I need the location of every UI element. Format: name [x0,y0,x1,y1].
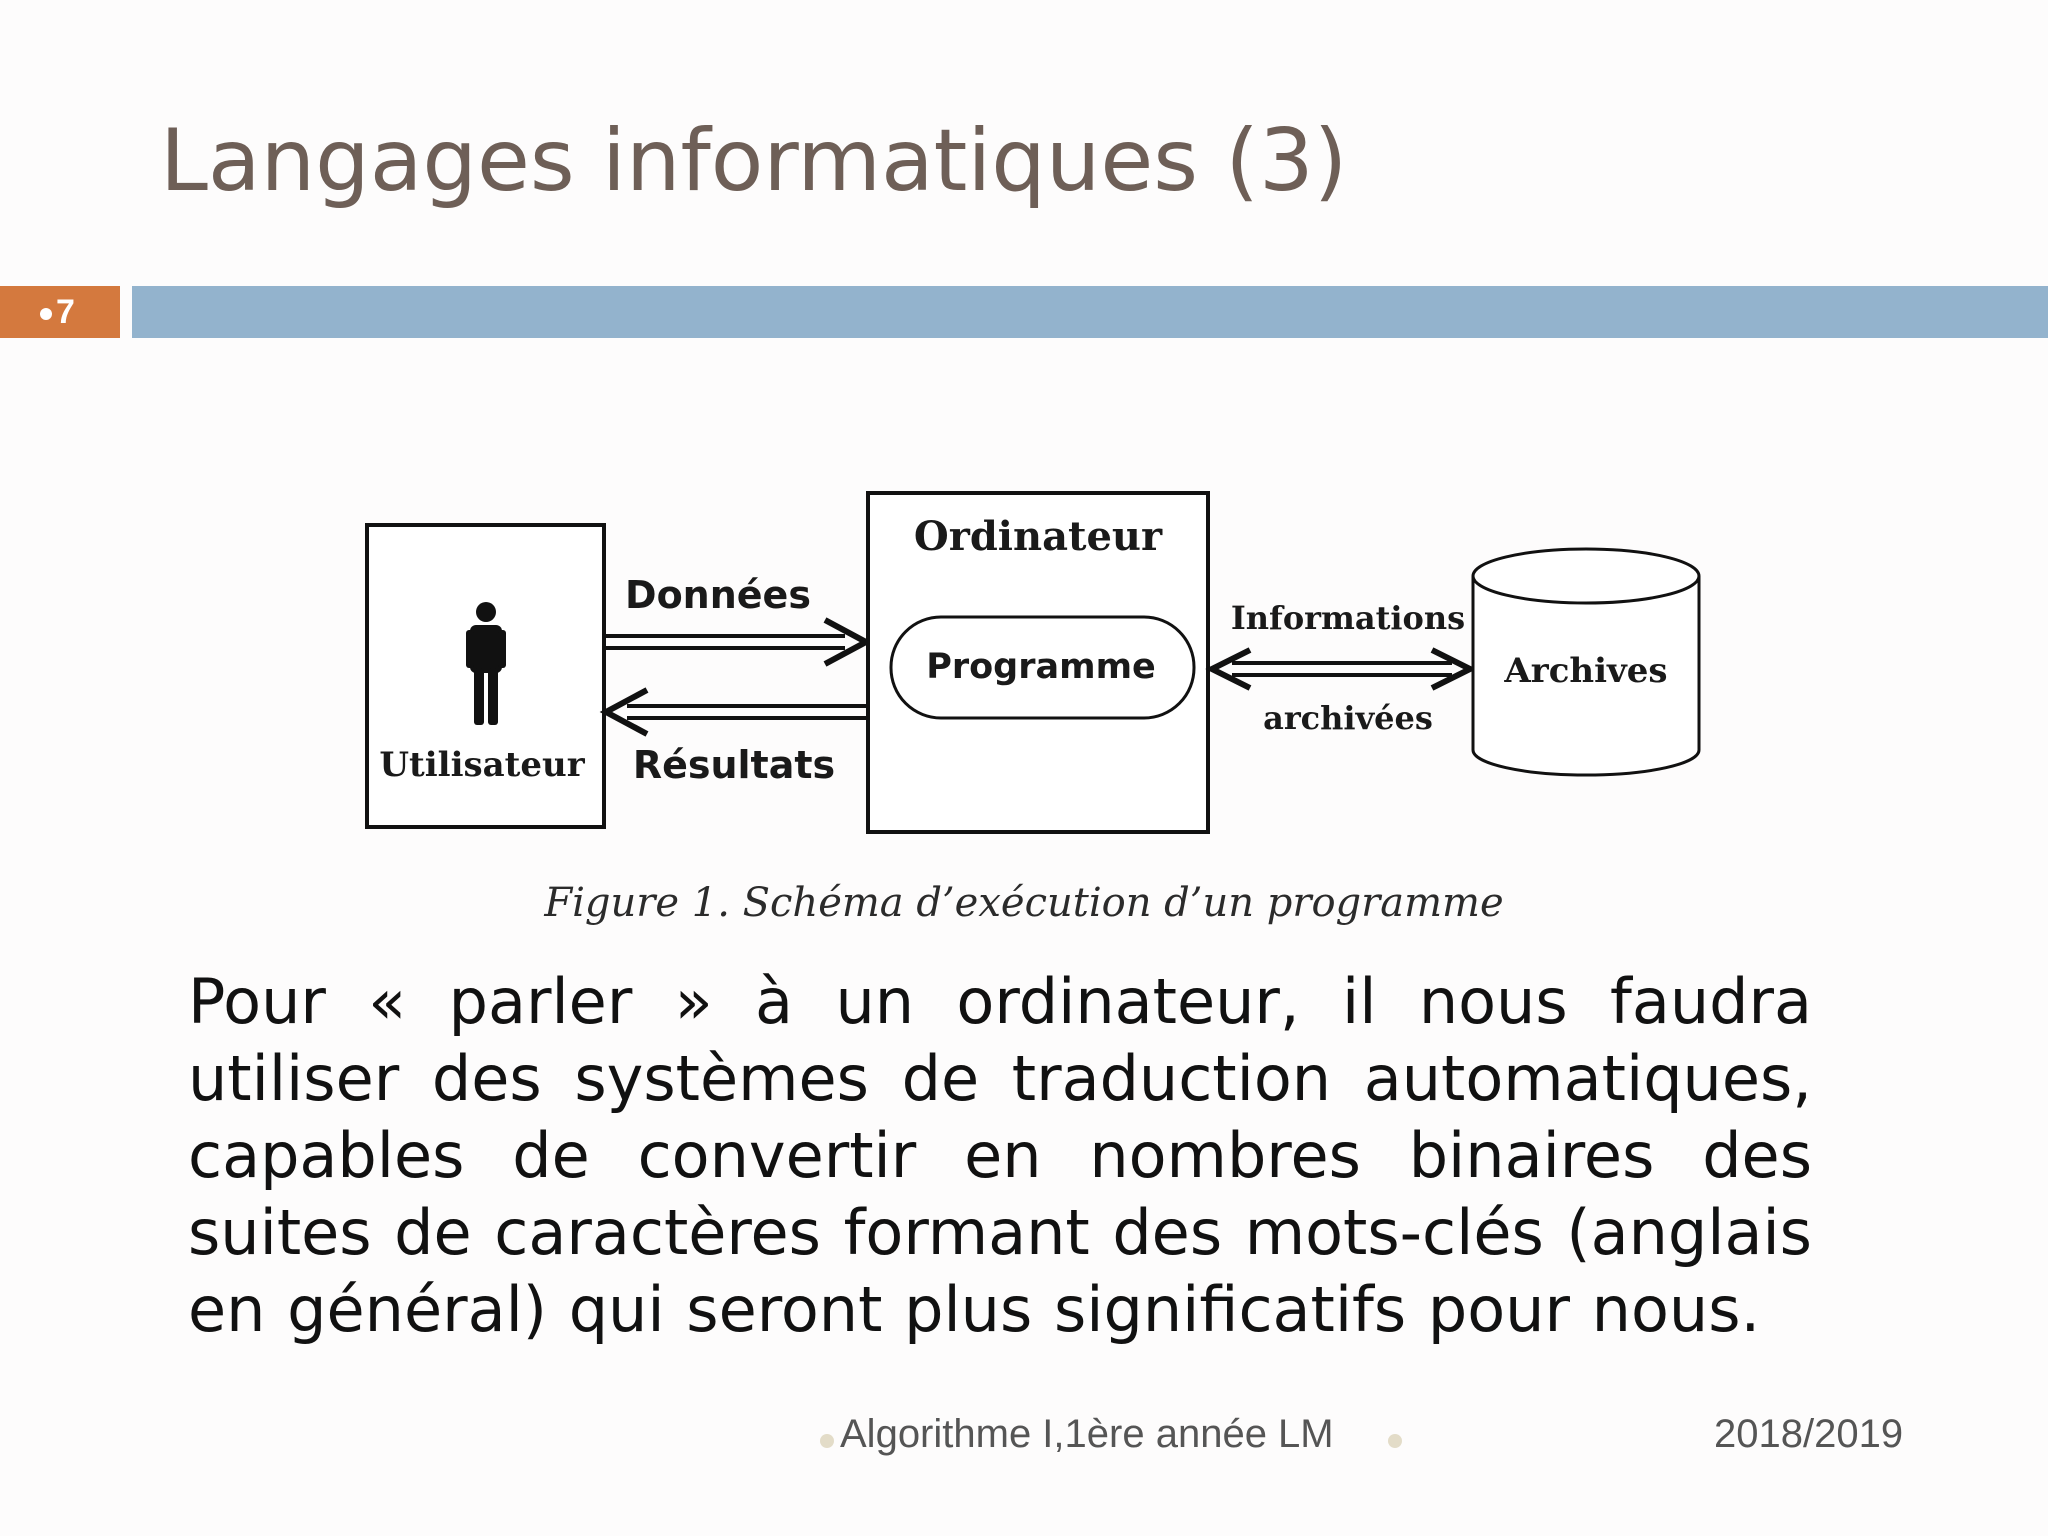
figure-caption: Figure 1. Schéma d’exécution d’un programme [544,880,1504,926]
program-label: Programme [926,647,1156,687]
slide-title: Langages informatiques (3) [160,111,1348,211]
data-arrow-label: Données [625,573,811,617]
body-paragraph: Pour « parler » à un ordinateur, il nous faudra utiliser des systèmes de traduction automatiques, capables de convertir en nombres binaires des suites de caractères formant des mots-clés (anglais en général) qui seront plus significatifs pour nous. [188,965,1812,1346]
footer-course: Algorithme I,1ère année LM [840,1412,1334,1456]
results-arrow [606,690,868,734]
footer-bullet-icon [820,1434,834,1448]
storage-label: Archives [1504,651,1668,691]
link-label-line2: archivées [1263,699,1433,737]
data-arrow [604,620,866,664]
user-box-label: Utilisateur [379,745,585,785]
page-number: 7 [56,293,75,331]
computer-box-label: Ordinateur [913,513,1163,560]
archive-link-arrow [1212,650,1470,688]
footer-separator-icon [1388,1434,1402,1448]
link-label-line1: Informations [1230,599,1466,637]
results-arrow-label: Résultats [632,743,836,787]
footer-year: 2018/2019 [1714,1412,1904,1456]
